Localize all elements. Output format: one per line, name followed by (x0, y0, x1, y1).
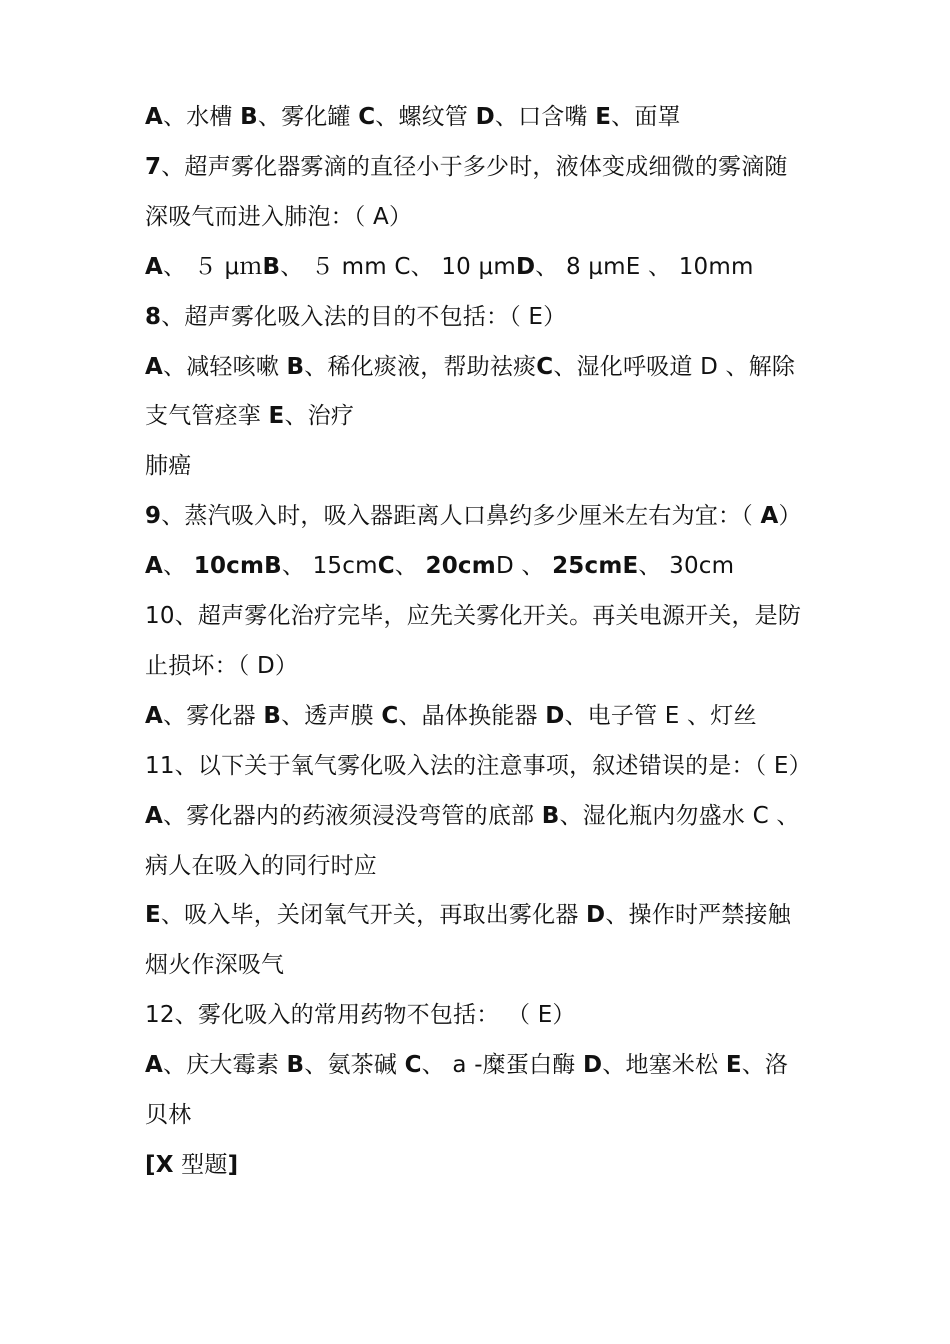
text-segment: 、湿化呼吸道 D 、解除 (553, 354, 796, 380)
text-segment: 、超声雾化器雾滴的直径小于多少时，液体变成细微的雾滴随 (161, 154, 788, 180)
text-segment: E (268, 403, 285, 429)
text-line (145, 501, 802, 531)
text-segment: 9 (145, 503, 162, 529)
text-segment: A (760, 503, 779, 529)
text-segment: 深吸气而进入肺泡：（ A） (145, 204, 413, 230)
text-segment: 、电子管 E 、灯丝 (564, 703, 757, 729)
text-segment: A (145, 254, 164, 280)
text-segment: 、 30cm (638, 553, 735, 579)
text-segment: 、 ５ mm C、 10 μm (280, 254, 516, 280)
text-segment: 8 (145, 304, 162, 330)
text-segment: B (286, 354, 305, 380)
text-segment: 、超声雾化吸入法的目的不包括：（ E） (161, 304, 567, 330)
text-segment: 、减轻咳嗽 (163, 354, 287, 380)
text-segment: 、 a -糜蛋白酶 (421, 1052, 583, 1078)
text-line (145, 401, 354, 431)
text-segment: 止损坏：（ D） (145, 653, 299, 679)
text-segment: 贝林 (145, 1102, 192, 1128)
text-line (145, 651, 298, 681)
text-segment: 型题 (173, 1152, 228, 1178)
text-segment: 12、雾化吸入的常用药物不包括： （ E） (145, 1002, 576, 1028)
text-line (145, 701, 757, 731)
text-segment: 10cmB (193, 553, 282, 579)
text-segment: 、面罩 (611, 104, 681, 130)
text-segment: D (545, 703, 565, 729)
text-line (145, 1150, 238, 1180)
text-segment: A (145, 703, 164, 729)
text-segment: A (145, 354, 164, 380)
text-segment: 烟火作深吸气 (145, 952, 285, 978)
text-line (145, 352, 795, 382)
text-segment: D (586, 902, 606, 928)
text-line (145, 252, 754, 282)
text-segment: 、雾化器内的药液须浸没弯管的底部 (163, 803, 542, 829)
text-line (145, 1100, 191, 1130)
text-line (145, 551, 734, 581)
text-segment: 、洛 (741, 1052, 789, 1078)
text-segment: 11、以下关于氧气雾化吸入法的注意事项，叙述错误的是：（ E） (145, 753, 812, 779)
text-segment: 支气管痉挛 (145, 403, 269, 429)
text-segment: C (536, 354, 554, 380)
text-line (145, 152, 788, 182)
text-segment: C (381, 703, 399, 729)
text-line (145, 102, 681, 132)
text-line (145, 202, 412, 232)
text-segment: 、螺纹管 (375, 104, 476, 130)
text-segment: B (240, 104, 258, 130)
text-segment: 、操作时严禁接触 (605, 902, 791, 928)
text-segment: E (145, 902, 161, 928)
text-segment: 7 (145, 154, 162, 180)
text-segment: 、地塞米松 (602, 1052, 726, 1078)
text-segment: 、 15cm (281, 553, 378, 579)
text-segment: E (725, 1052, 742, 1078)
text-line (145, 851, 377, 881)
text-segment: 、雾化罐 (257, 104, 359, 130)
text-segment: 25cmE (552, 553, 639, 579)
text-segment: A (145, 104, 164, 130)
text-line (145, 451, 191, 481)
text-segment: C (404, 1052, 422, 1078)
text-segment: B (262, 254, 281, 280)
text-segment: ] (227, 1152, 239, 1178)
text-segment: 、 (394, 553, 426, 579)
text-segment: 、蒸汽吸入时，吸入器距离人口鼻约多少厘米左右为宜：（ (161, 503, 761, 529)
text-line (145, 1050, 788, 1080)
text-segment: 、晶体换能器 (398, 703, 546, 729)
text-line (145, 801, 800, 831)
text-segment: [X (145, 1152, 174, 1178)
text-segment: C (358, 104, 376, 130)
text-segment: D (515, 254, 536, 280)
text-segment: 、雾化器 (163, 703, 264, 729)
text-line (145, 950, 284, 980)
text-line (145, 601, 801, 631)
text-segment: 、口含嘴 (494, 104, 596, 130)
text-segment: 、 ５ μｍ (163, 254, 263, 280)
text-line (145, 1000, 576, 1030)
text-segment: 、庆大霉素 (163, 1052, 287, 1078)
text-segment: 、稀化痰液，帮助祛痰 (304, 354, 537, 380)
text-segment: 、氨茶碱 (304, 1052, 405, 1078)
text-segment: 、 (163, 553, 194, 579)
text-segment: 、吸入毕，关闭氧气开关，再取出雾化器 (160, 902, 587, 928)
text-segment: C (377, 553, 395, 579)
text-segment: B (541, 803, 560, 829)
text-segment: ） (778, 503, 802, 529)
text-segment: 、透声膜 (281, 703, 382, 729)
text-segment: B (263, 703, 282, 729)
text-line (145, 751, 812, 781)
text-segment: 10、超声雾化治疗完毕，应先关雾化开关。再关电源开关，是防 (145, 603, 802, 629)
text-segment: 、 8 μmE 、 10mm (535, 254, 754, 280)
text-segment: A (145, 553, 164, 579)
text-segment: 、湿化瓶内勿盛水 C 、 (559, 803, 800, 829)
text-segment: D (475, 104, 495, 130)
text-segment: A (145, 1052, 164, 1078)
text-segment: D (583, 1052, 603, 1078)
text-line (145, 900, 791, 930)
text-segment: 肺癌 (145, 453, 192, 479)
text-segment: 病人在吸入的同行时应 (145, 853, 377, 879)
text-segment: 、水槽 (163, 104, 241, 130)
text-segment: D 、 (495, 553, 553, 579)
text-segment: 20cm (425, 553, 496, 579)
text-segment: A (145, 803, 164, 829)
text-line (145, 302, 566, 332)
text-segment: B (286, 1052, 305, 1078)
text-segment: 、治疗 (284, 403, 355, 429)
text-segment: E (595, 104, 612, 130)
